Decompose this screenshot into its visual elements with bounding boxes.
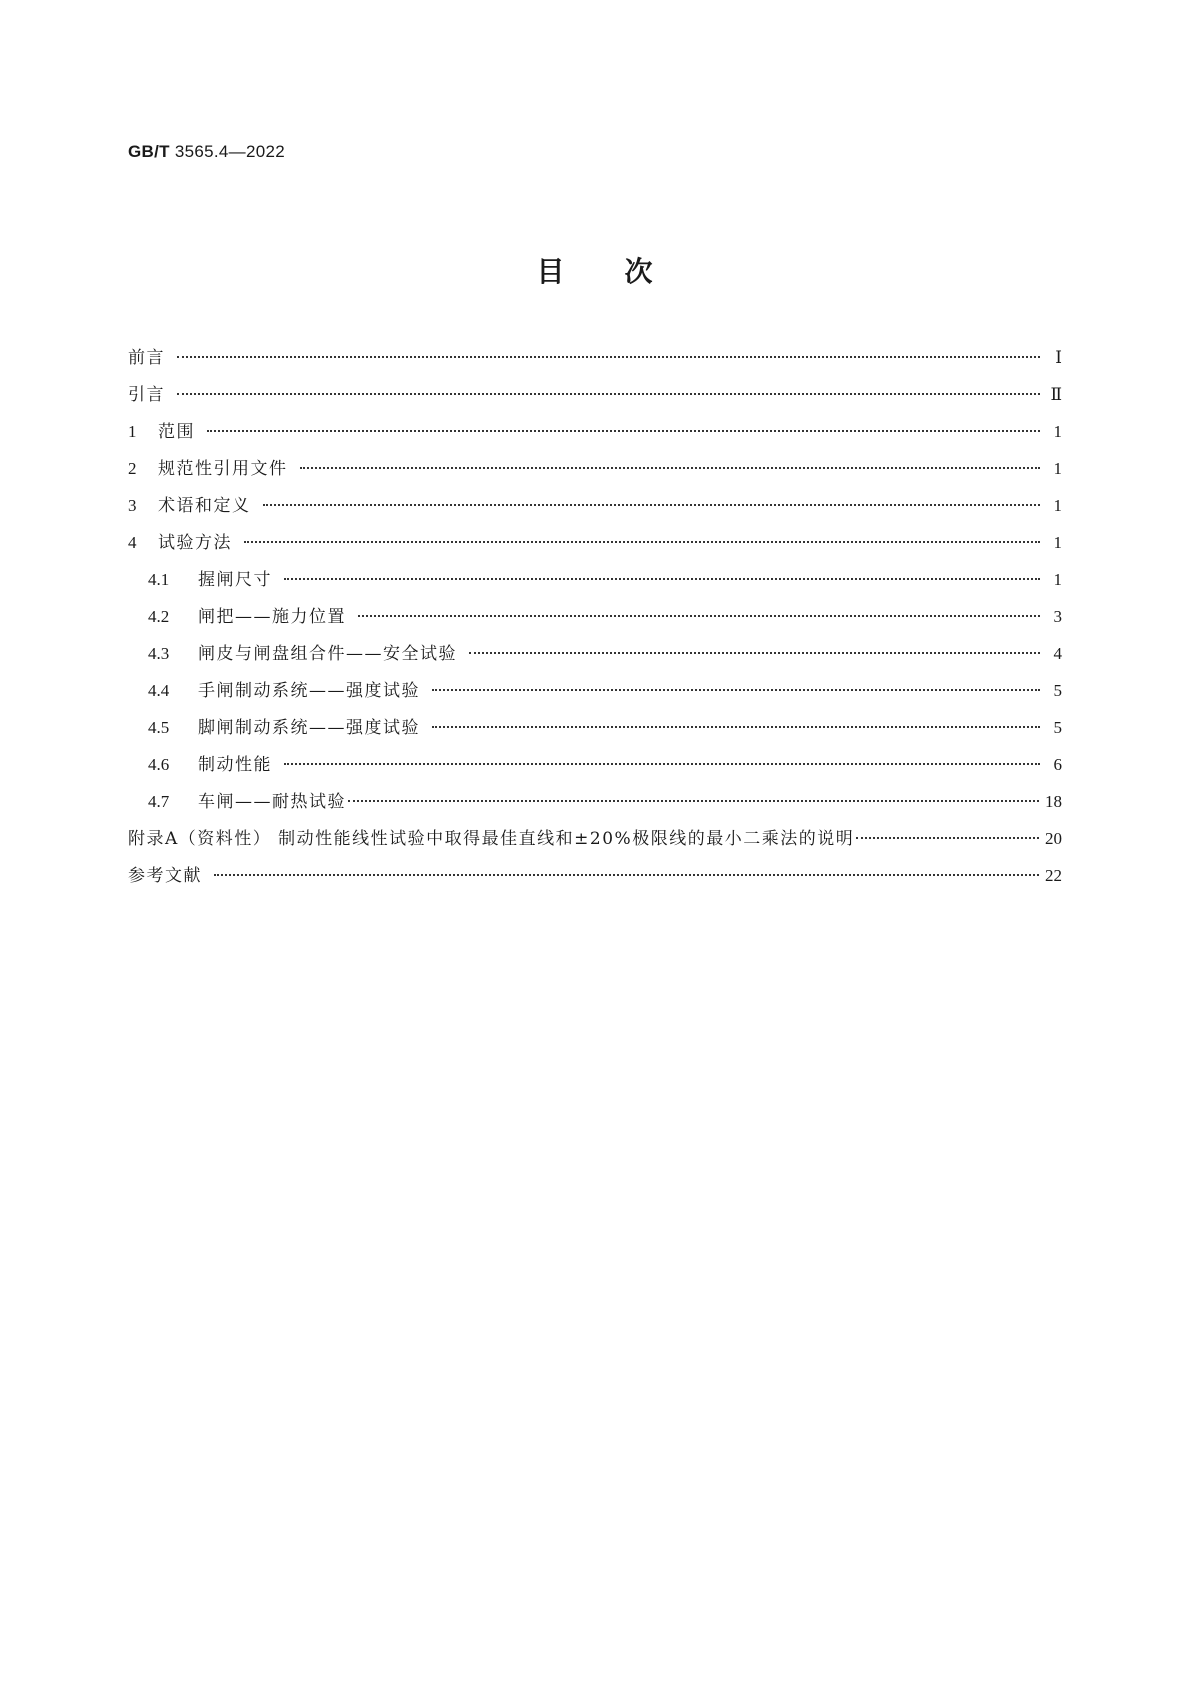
- title-char-2: 次: [624, 255, 655, 288]
- toc-label: 闸皮与闸盘组合件——安全试验: [198, 644, 457, 664]
- toc-page-number: 1: [1053, 496, 1062, 515]
- standard-code: GB/T: [128, 142, 170, 161]
- toc-section-number: 4.5: [148, 718, 170, 737]
- toc-leader-dots: [284, 578, 1040, 580]
- toc-leader-dots: [432, 726, 1040, 728]
- toc-section-number: 4: [128, 533, 137, 552]
- toc-leader-dots: [214, 874, 1039, 876]
- toc-section-number: 4.2: [148, 607, 170, 626]
- toc-label: 附录A（资料性） 制动性能线性试验中取得最佳直线和±20%极限线的最小二乘法的说明: [128, 829, 855, 849]
- toc-page-number: 5: [1053, 681, 1062, 700]
- toc-section-number: 4.4: [148, 681, 170, 700]
- toc-leader-dots: [432, 689, 1040, 691]
- standard-year: 3565.4—2022: [174, 142, 285, 161]
- toc-label: 规范性引用文件: [158, 459, 288, 479]
- toc-section-number: 3: [128, 496, 137, 515]
- toc-entry-annex-a[interactable]: [128, 824, 1062, 861]
- toc-page-number: 3: [1053, 607, 1062, 626]
- page-title: [0, 250, 1191, 290]
- toc-label: 制动性能: [198, 755, 272, 775]
- toc-leader-dots: [244, 541, 1040, 543]
- toc-label: 脚闸制动系统——强度试验: [198, 718, 420, 738]
- toc-entry-foreword[interactable]: [128, 343, 1062, 380]
- toc-page-number: Ⅱ: [1050, 385, 1062, 404]
- toc-label: 握闸尺寸: [198, 570, 272, 590]
- toc-entry-4-7[interactable]: [128, 787, 1062, 824]
- toc-label: 闸把——施力位置: [198, 607, 346, 627]
- toc-page-number: 5: [1053, 718, 1062, 737]
- toc-section-number: 4.1: [148, 570, 170, 589]
- toc-page-number: 18: [1045, 792, 1062, 811]
- toc-page-number: 1: [1053, 533, 1062, 552]
- toc-page-number: 4: [1053, 644, 1062, 663]
- toc-label: 参考文献: [128, 866, 202, 886]
- toc-leader-dots: [177, 393, 1040, 395]
- toc-section-number: 1: [128, 422, 137, 441]
- toc-leader-dots: [300, 467, 1041, 469]
- toc-section-number: 2: [128, 459, 137, 478]
- toc-entry-introduction[interactable]: [128, 380, 1062, 417]
- toc-label: 引言: [128, 385, 165, 405]
- toc-label: 术语和定义: [158, 496, 251, 516]
- toc-entry-4[interactable]: [128, 528, 1062, 565]
- title-char-1: 目: [536, 255, 567, 288]
- toc-label: 前言: [128, 348, 165, 368]
- toc-leader-dots: [856, 837, 1039, 839]
- toc-label: 试验方法: [158, 533, 232, 553]
- toc-entry-2[interactable]: [128, 454, 1062, 491]
- toc-page-number: 1: [1053, 459, 1062, 478]
- toc-page-number: 1: [1053, 422, 1062, 441]
- toc-leader-dots: [358, 615, 1040, 617]
- toc-page-number: 22: [1045, 866, 1062, 885]
- toc-section-number: 4.7: [148, 792, 170, 811]
- toc-entry-4-5[interactable]: [128, 713, 1062, 750]
- toc-entry-3[interactable]: [128, 491, 1062, 528]
- standard-number: [128, 142, 285, 162]
- toc-leader-dots: [207, 430, 1040, 432]
- toc-entry-4-1[interactable]: [128, 565, 1062, 602]
- toc-entry-4-4[interactable]: [128, 676, 1062, 713]
- toc-section-number: 4.3: [148, 644, 170, 663]
- toc-page-number: 1: [1053, 570, 1062, 589]
- toc-page-number: Ⅰ: [1055, 348, 1062, 367]
- toc-entry-1[interactable]: [128, 417, 1062, 454]
- table-of-contents: [128, 343, 1062, 898]
- toc-entry-bibliography[interactable]: [128, 861, 1062, 898]
- toc-page-number: 20: [1045, 829, 1062, 848]
- toc-leader-dots: [284, 763, 1040, 765]
- toc-leader-dots: [348, 800, 1039, 802]
- toc-label: 车闸——耐热试验: [198, 792, 346, 812]
- toc-entry-4-6[interactable]: [128, 750, 1062, 787]
- toc-leader-dots: [469, 652, 1040, 654]
- toc-leader-dots: [177, 356, 1040, 358]
- toc-leader-dots: [263, 504, 1041, 506]
- toc-section-number: 4.6: [148, 755, 170, 774]
- toc-label: 范围: [158, 422, 195, 442]
- toc-page-number: 6: [1053, 755, 1062, 774]
- toc-label: 手闸制动系统——强度试验: [198, 681, 420, 701]
- toc-entry-4-2[interactable]: [128, 602, 1062, 639]
- toc-entry-4-3[interactable]: [128, 639, 1062, 676]
